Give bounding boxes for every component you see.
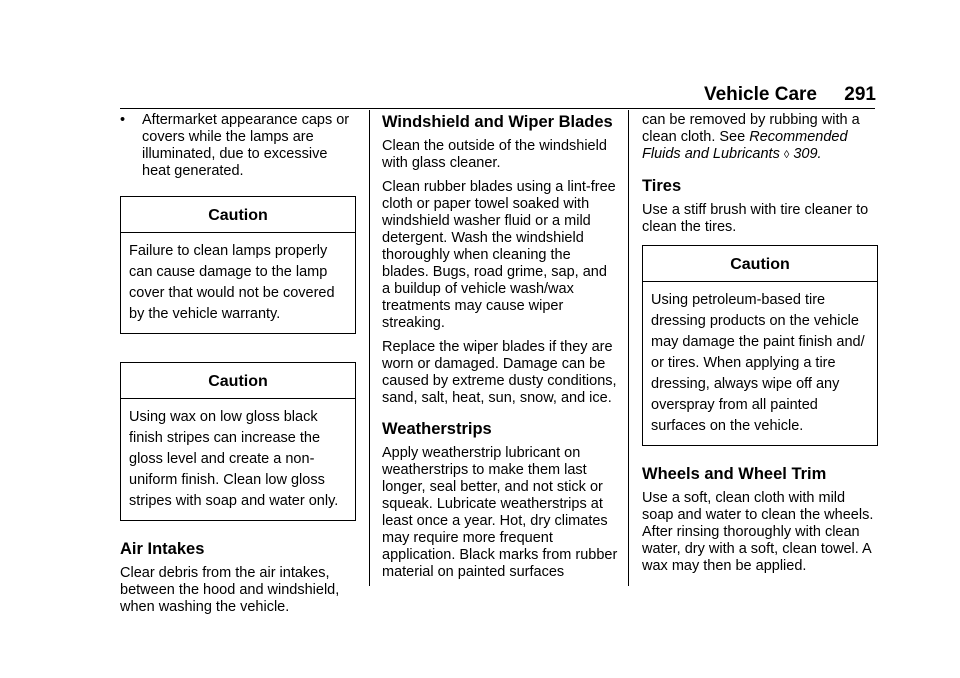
- caution-box-lamps: [120, 196, 356, 334]
- column-1: [120, 112, 356, 623]
- bullet-mark: •: [120, 112, 126, 128]
- caution-text: Failure to clean lamps properly can cause damage to the lamp cover that would not be covered by the vehicle warranty.: [129, 243, 335, 322]
- continuation-text: [642, 112, 878, 164]
- heading-weatherstrips: Weatherstrips: [382, 420, 492, 438]
- caution-box-tires: [642, 245, 878, 446]
- column-3: [642, 112, 878, 582]
- air-intakes-text: Clear debris from the air intakes, between the hood and windshield, when washing the vehicle.: [120, 565, 340, 615]
- list-item: [120, 112, 356, 180]
- caution-box-wax: [120, 362, 356, 521]
- page-header: [704, 84, 876, 106]
- continuation-sentence: can be removed by rubbing with a clean cloth. See: [642, 112, 860, 145]
- bullet-text: Aftermarket appearance caps or covers while the lamps are illuminated, due to excessive heat generated.: [142, 112, 350, 179]
- column-divider-2: [628, 110, 629, 586]
- heading-tires: Tires: [642, 177, 682, 195]
- windshield-text-3: Replace the wiper blades if they are worn or damaged. Damage can be caused by extreme dusty conditions, sand, salt, heat, sun, snow, and ice.: [382, 339, 617, 406]
- caution-title: Caution: [121, 363, 355, 399]
- windshield-text-2: Clean rubber blades using a lint-free cloth or paper towel soaked with windshield washer fluid or a mild detergent. Wash the windshield thoroughly when cleaning the blades. Bugs, road grime, sap, and a buildup of vehicle wash/wax treatments may cause wiper streaking.: [382, 179, 616, 331]
- caution-text: Using petroleum-based tire dressing products on the vehicle may damage the paint finish and/ or tires. When applying a tire dressing, always wipe off any overspray from all painted surfaces on the vehicle.: [651, 292, 865, 434]
- wheels-text: Use a soft, clean cloth with mild soap and water to clean the wheels. After rinsing thoroughly with clean water, dry with a soft, clean towel. A wax may then be applied.: [642, 490, 874, 574]
- tires-text: Use a stiff brush with tire cleaner to clean the tires.: [642, 202, 869, 235]
- windshield-text-1: Clean the outside of the windshield with glass cleaner.: [382, 138, 607, 171]
- caution-text: Using wax on low gloss black finish stripes can increase the gloss level and create a non-uniform finish. Clean low gloss stripes with soap and water only.: [129, 409, 339, 509]
- cross-reference-page[interactable]: 309.: [793, 146, 822, 162]
- header-rule: [120, 108, 875, 109]
- column-2: [382, 112, 618, 588]
- heading-air-intakes: Air Intakes: [120, 540, 205, 558]
- column-divider-1: [369, 110, 370, 586]
- heading-wheels: Wheels and Wheel Trim: [642, 465, 827, 483]
- weatherstrips-text: Apply weatherstrip lubricant on weatherstrips to make them last longer, seal better, and not stick or squeak. Lubricate weatherstrips at least once a year. Hot, dry climates may require more frequent application. Black marks from rubber material on painted surfaces: [382, 445, 618, 580]
- ref-arrow-icon: ◊: [783, 149, 790, 161]
- cross-reference-link[interactable]: Recommended Fluids and Lubricants: [642, 129, 848, 162]
- caution-title: Caution: [121, 197, 355, 233]
- heading-windshield: Windshield and Wiper Blades: [382, 113, 613, 131]
- page-number: 291: [844, 84, 876, 105]
- caution-title: Caution: [643, 246, 877, 282]
- section-title: Vehicle Care: [703, 84, 818, 105]
